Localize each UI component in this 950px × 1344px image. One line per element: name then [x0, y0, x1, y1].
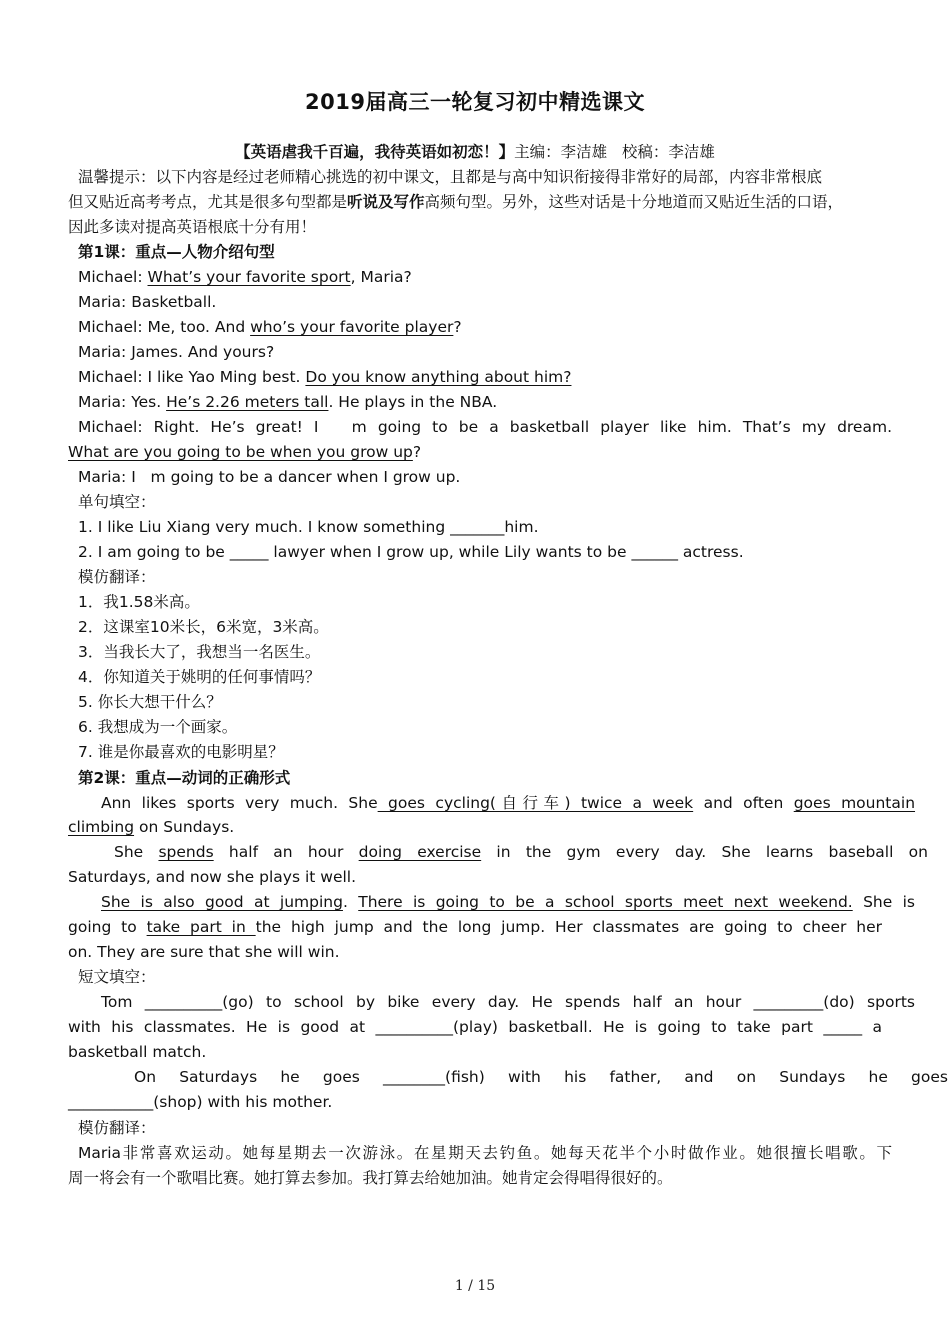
dialogue-line: What are you going to be when you grow up?	[68, 443, 422, 461]
translation-item: 2．这课室10米长，6米宽，3米高。	[78, 618, 329, 636]
paragraph-line: climbing on Sundays.	[68, 818, 235, 836]
translation-item: 6. 我想成为一个画家。	[78, 718, 238, 736]
cloze-line: with his classmates. He is good at __________(play) basketball. He is going to take part _____ a	[68, 1018, 882, 1036]
lesson1-heading: 第1课：重点—人物介绍句型	[78, 243, 275, 261]
paragraph-line: Saturdays, and now she plays it well.	[68, 868, 357, 886]
translation-paragraph: Maria非常喜欢运动。她每星期去一次游泳。在星期天去钓鱼。她每天花半个小时做作业。她很擅长唱歌。下	[78, 1144, 892, 1162]
paragraph-line: going to take part in the high jump and the long jump. Her classmates are going to cheer her	[68, 918, 882, 936]
dialogue-line: Maria: Basketball.	[78, 293, 217, 311]
byline	[68, 140, 882, 165]
page-number: 1 / 15	[454, 1278, 496, 1294]
translation-item: 1．我1.58米高。	[78, 593, 200, 611]
dialogue-line: Michael: What’s your favorite sport, Maria?	[78, 268, 412, 286]
fill-item: 2. I am going to be _____ lawyer when I grow up, while Lily wants to be ______ actress.	[78, 543, 744, 561]
translation-heading: 模仿翻译：	[78, 1119, 156, 1137]
dialogue-line: Maria: Yes. He’s 2.26 meters tall. He plays in the NBA.	[78, 393, 498, 411]
dialogue-line: Michael: I like Yao Ming best. Do you know anything about him?	[78, 368, 572, 386]
paragraph-line: on. They are sure that she will win.	[68, 943, 340, 961]
tip-line-3: 因此多读对提高英语根底十分有用！	[68, 218, 317, 236]
cloze-line: On Saturdays he goes ________(fish) with his father, and on Sundays he goes	[134, 1068, 948, 1086]
tip-line-2: 但又贴近高考考点，尤其是很多句型都是听说及写作高频句型。另外，这些对话是十分地道而又贴近生活的口语，	[68, 193, 844, 211]
fill-heading: 单句填空：	[78, 493, 156, 511]
dialogue-line: Maria: I m going to be a dancer when I grow up.	[78, 468, 461, 486]
translation-item: 7. 谁是你最喜欢的电影明星？	[78, 743, 284, 761]
cloze-line: Tom __________(go) to school by bike every day. He spends half an hour _________(do) sports	[101, 993, 915, 1011]
translation-paragraph: 周一将会有一个歌唱比赛。她打算去参加。我打算去给她加油。她肯定会得唱得很好的。	[68, 1169, 673, 1187]
translation-item: 5. 你长大想干什么？	[78, 693, 222, 711]
cloze-heading: 短文填空：	[78, 968, 156, 986]
paragraph-line: She spends half an hour doing exercise in the gym every day. She learns baseball on	[114, 843, 928, 861]
translation-heading: 模仿翻译：	[78, 568, 156, 586]
slogan: 【英语虐我千百遍，我待英语如初恋！】	[235, 143, 515, 161]
reviewer: 校稿：李洁雄	[621, 143, 715, 161]
translation-item: 3．当我长大了，我想当一名医生。	[78, 643, 321, 661]
tip-bold: 听说及写作	[347, 193, 425, 211]
translation-item: 4．你知道关于姚明的任何事情吗？	[78, 668, 321, 686]
cloze-line: ___________(shop) with his mother.	[68, 1093, 333, 1111]
cloze-line: basketball match.	[68, 1043, 207, 1061]
dialogue-line: Michael: Me, too. And who’s your favorite player?	[78, 318, 462, 336]
document-title: 2019届高三一轮复习初中精选课文	[305, 90, 645, 114]
tip-line-1: 温馨提示：以下内容是经过老师精心挑选的初中课文，且都是与高中知识衔接得非常好的局部，内容非常根底	[78, 168, 823, 186]
paragraph-line: She is also good at jumping. There is going to be a school sports meet next weekend. She is	[101, 893, 915, 911]
editor: 主编：李洁雄	[514, 143, 608, 161]
dialogue-line: Michael: Right. He’s great! I m going to be a basketball player like him. That’s my dream.	[78, 418, 892, 436]
fill-item: 1. I like Liu Xiang very much. I know something _______him.	[78, 518, 539, 536]
dialogue-line: Maria: James. And yours?	[78, 343, 275, 361]
lesson2-heading: 第2课：重点—动词的正确形式	[78, 769, 291, 787]
paragraph-line: Ann likes sports very much. She goes cycling(自行车) twice a week and often goes mountain	[101, 794, 916, 812]
